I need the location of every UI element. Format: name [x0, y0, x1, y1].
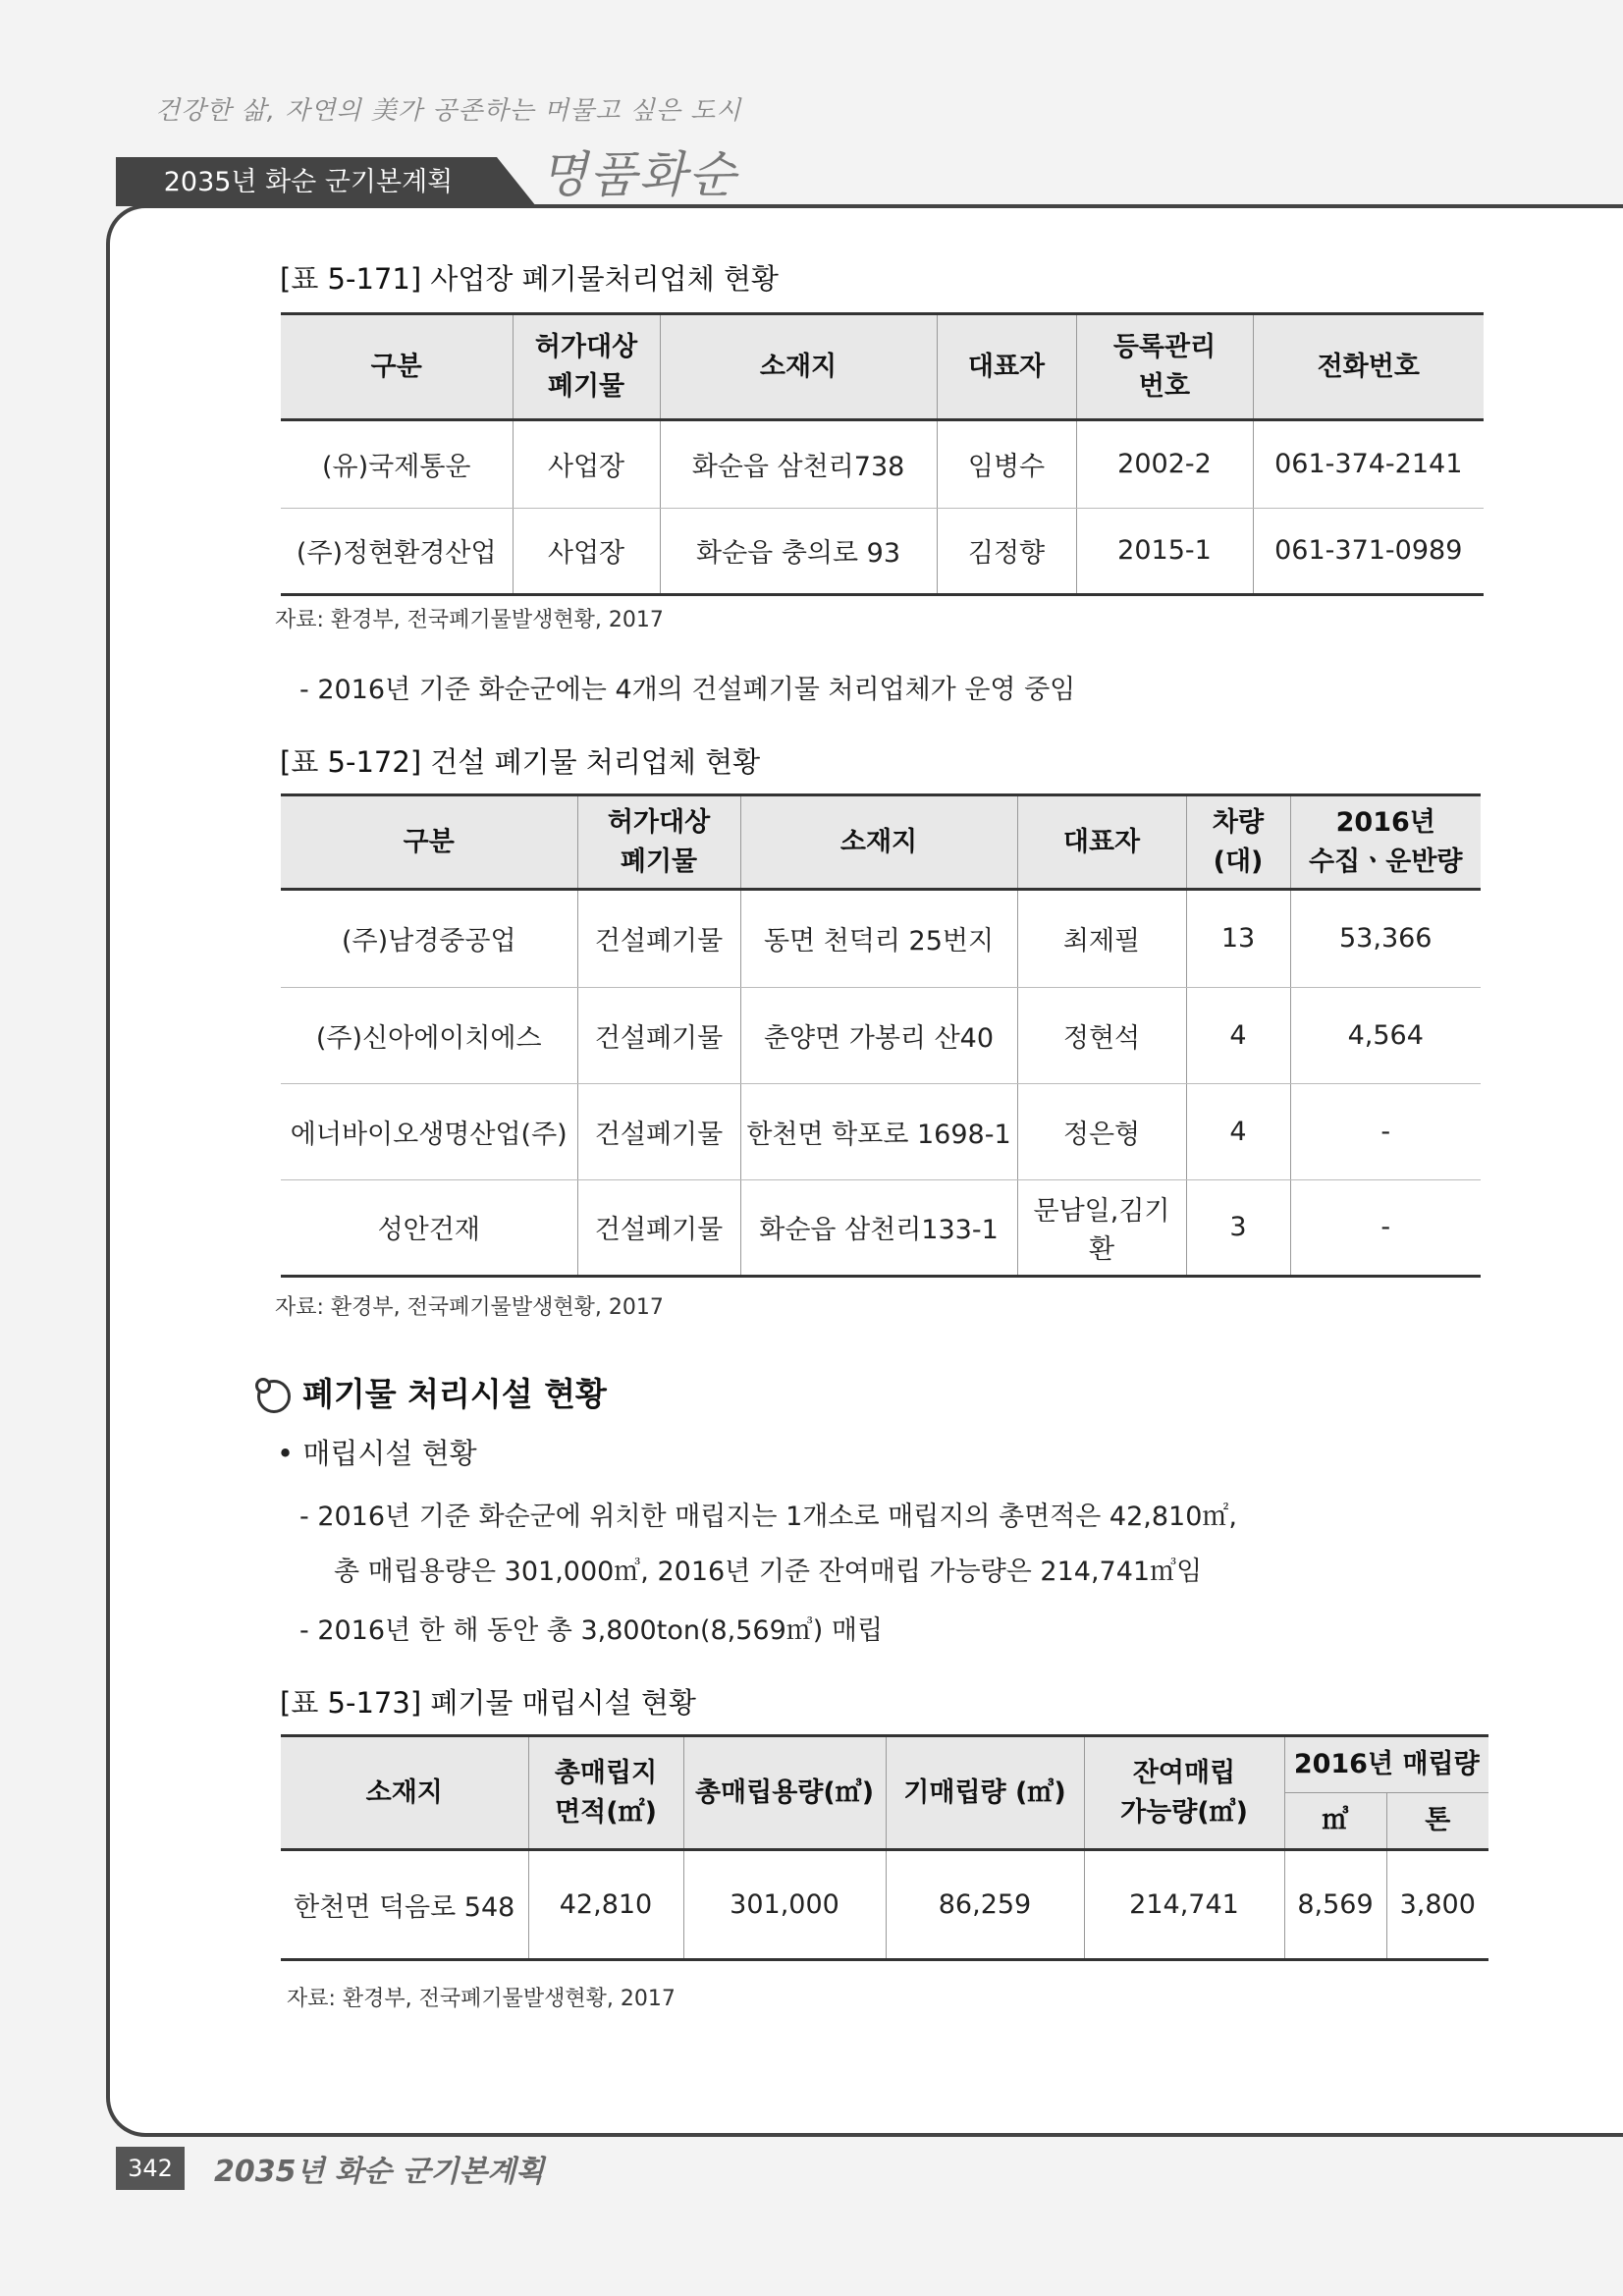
- table-171-source: 자료: 환경부, 전국폐기물발생현황, 2017: [275, 608, 664, 632]
- table-cell: 건설폐기물: [577, 987, 740, 1083]
- table-cell: 2002-2: [1076, 421, 1253, 508]
- table-172-caption: [표 5-172] 건설 폐기물 처리업체 현황: [280, 745, 761, 779]
- table-171-caption: [표 5-171] 사업장 폐기물처리업체 현황: [280, 262, 779, 296]
- table-173-caption: [표 5-173] 폐기물 매립시설 현황: [280, 1686, 696, 1720]
- table-cell: 2015-1: [1076, 508, 1253, 594]
- table-row: [281, 987, 1481, 1083]
- t173-header-capacity: 총매립용량(㎥): [683, 1736, 886, 1850]
- table-cell: 3: [1186, 1179, 1290, 1276]
- brand-logo: 명품화순: [540, 146, 738, 203]
- table-row: [281, 1083, 1481, 1179]
- plan-title-tab: [116, 157, 538, 206]
- section-bullet-icon: [257, 1380, 291, 1413]
- table-cell: 4: [1186, 987, 1290, 1083]
- page-slogan: 건강한 삶, 자연의 美가 공존하는 머물고 싶은 도시: [155, 96, 742, 126]
- landfill-line-3: - 2016년 한 해 동안 총 3,800ton(8,569㎥) 매립: [299, 1615, 884, 1646]
- t172-header-representative: 대표자: [1017, 795, 1186, 890]
- table-cell: 86,259: [886, 1851, 1084, 1959]
- t173-header-area: 총매립지 면적(㎡): [528, 1736, 683, 1850]
- t171-header-representative: 대표자: [937, 314, 1076, 420]
- page-number: 342: [116, 2147, 185, 2190]
- table-row: [281, 891, 1481, 987]
- t173-header-location: 소재지: [281, 1736, 528, 1850]
- table-173: [281, 1734, 1488, 1961]
- table-row: [281, 508, 1484, 594]
- table-row: [281, 1179, 1481, 1276]
- table-cell: 13: [1186, 891, 1290, 987]
- t171-header-waste-type: 허가대상 폐기물: [513, 314, 660, 420]
- table-cell: 화순읍 삼천리133-1: [740, 1179, 1017, 1276]
- table-cell: 임병수: [937, 421, 1076, 508]
- table-171: [281, 312, 1484, 596]
- table-cell: -: [1290, 1083, 1481, 1179]
- table-cell: (주)신아에이치에스: [281, 987, 577, 1083]
- table-cell: 건설폐기물: [577, 1179, 740, 1276]
- landfill-line-1: - 2016년 기준 화순군에 위치한 매립지는 1개소로 매립지의 총면적은 42,810㎡,: [299, 1502, 1237, 1532]
- table-cell: 4: [1186, 1083, 1290, 1179]
- table-row: [281, 421, 1484, 508]
- table-cell: 김정향: [937, 508, 1076, 594]
- table-cell: 정현석: [1017, 987, 1186, 1083]
- t173-header-filled: 기매립량 (㎥): [886, 1736, 1084, 1850]
- t172-header-category: 구분: [281, 795, 577, 890]
- table-cell: 최제필: [1017, 891, 1186, 987]
- t171-header-category: 구분: [281, 314, 513, 420]
- t172-header-waste-type: 허가대상 폐기물: [577, 795, 740, 890]
- table-cell: 301,000: [683, 1851, 886, 1959]
- table-cell: 한천면 학포로 1698-1: [740, 1083, 1017, 1179]
- t172-header-location: 소재지: [740, 795, 1017, 890]
- table-cell: 문남일,김기환: [1017, 1179, 1186, 1276]
- landfill-line-2: 총 매립용량은 301,000㎥, 2016년 기준 잔여매립 가능량은 214,741㎥임: [334, 1557, 1203, 1587]
- table-cell: 061-371-0989: [1253, 508, 1484, 594]
- table-row: [281, 1851, 1488, 1959]
- table-cell: 3,800: [1386, 1851, 1488, 1959]
- table-cell: 42,810: [528, 1851, 683, 1959]
- table-cell: -: [1290, 1179, 1481, 1276]
- table-cell: (주)정현환경산업: [281, 508, 513, 594]
- table-172-source: 자료: 환경부, 전국폐기물발생현황, 2017: [275, 1295, 664, 1320]
- t172-header-collection: 2016년 수집ㆍ운반량: [1290, 795, 1481, 890]
- table-cell: 53,366: [1290, 891, 1481, 987]
- table-cell: 성안건재: [281, 1179, 577, 1276]
- t171-header-phone: 전화번호: [1253, 314, 1484, 420]
- table-cell: 건설폐기물: [577, 1083, 740, 1179]
- plan-title: 2035년 화순 군기본계획: [163, 167, 454, 197]
- t173-header-remaining: 잔여매립 가능량(㎥): [1084, 1736, 1284, 1850]
- table-cell: 8,569: [1284, 1851, 1386, 1959]
- table-cell: 한천면 덕음로 548: [281, 1851, 528, 1959]
- t172-header-vehicles: 차량(대): [1186, 795, 1290, 890]
- note-construction-waste: - 2016년 기준 화순군에는 4개의 건설폐기물 처리업체가 운영 중임: [299, 675, 1076, 705]
- table-cell: 061-374-2141: [1253, 421, 1484, 508]
- table-cell: 동면 천덕리 25번지: [740, 891, 1017, 987]
- section-heading: [257, 1369, 607, 1415]
- table-cell: 춘양면 가봉리 산40: [740, 987, 1017, 1083]
- table-cell: 에너바이오생명산업(주): [281, 1083, 577, 1179]
- bullet-landfill: • 매립시설 현황: [277, 1437, 477, 1470]
- table-cell: 화순읍 충의로 93: [660, 508, 937, 594]
- table-cell: (유)국제통운: [281, 421, 513, 508]
- table-cell: 사업장: [513, 421, 660, 508]
- section-title: 폐기물 처리시설 현황: [302, 1375, 607, 1413]
- t171-header-registration: 등록관리 번호: [1076, 314, 1253, 420]
- table-cell: 화순읍 삼천리738: [660, 421, 937, 508]
- table-173-source: 자료: 환경부, 전국폐기물발생현황, 2017: [287, 1987, 676, 2011]
- t173-header-2016-landfill: 2016년 매립량: [1284, 1736, 1488, 1793]
- t171-header-location: 소재지: [660, 314, 937, 420]
- table-cell: (주)남경중공업: [281, 891, 577, 987]
- table-cell: 214,741: [1084, 1851, 1284, 1959]
- t173-subheader-volume: ㎥: [1284, 1793, 1386, 1850]
- table-172: [281, 793, 1481, 1278]
- table-cell: 사업장: [513, 508, 660, 594]
- table-cell: 4,564: [1290, 987, 1481, 1083]
- table-cell: 건설폐기물: [577, 891, 740, 987]
- t173-subheader-ton: 톤: [1386, 1793, 1488, 1850]
- table-cell: 정은형: [1017, 1083, 1186, 1179]
- footer-title: 2035년 화순 군기본계획: [214, 2155, 545, 2189]
